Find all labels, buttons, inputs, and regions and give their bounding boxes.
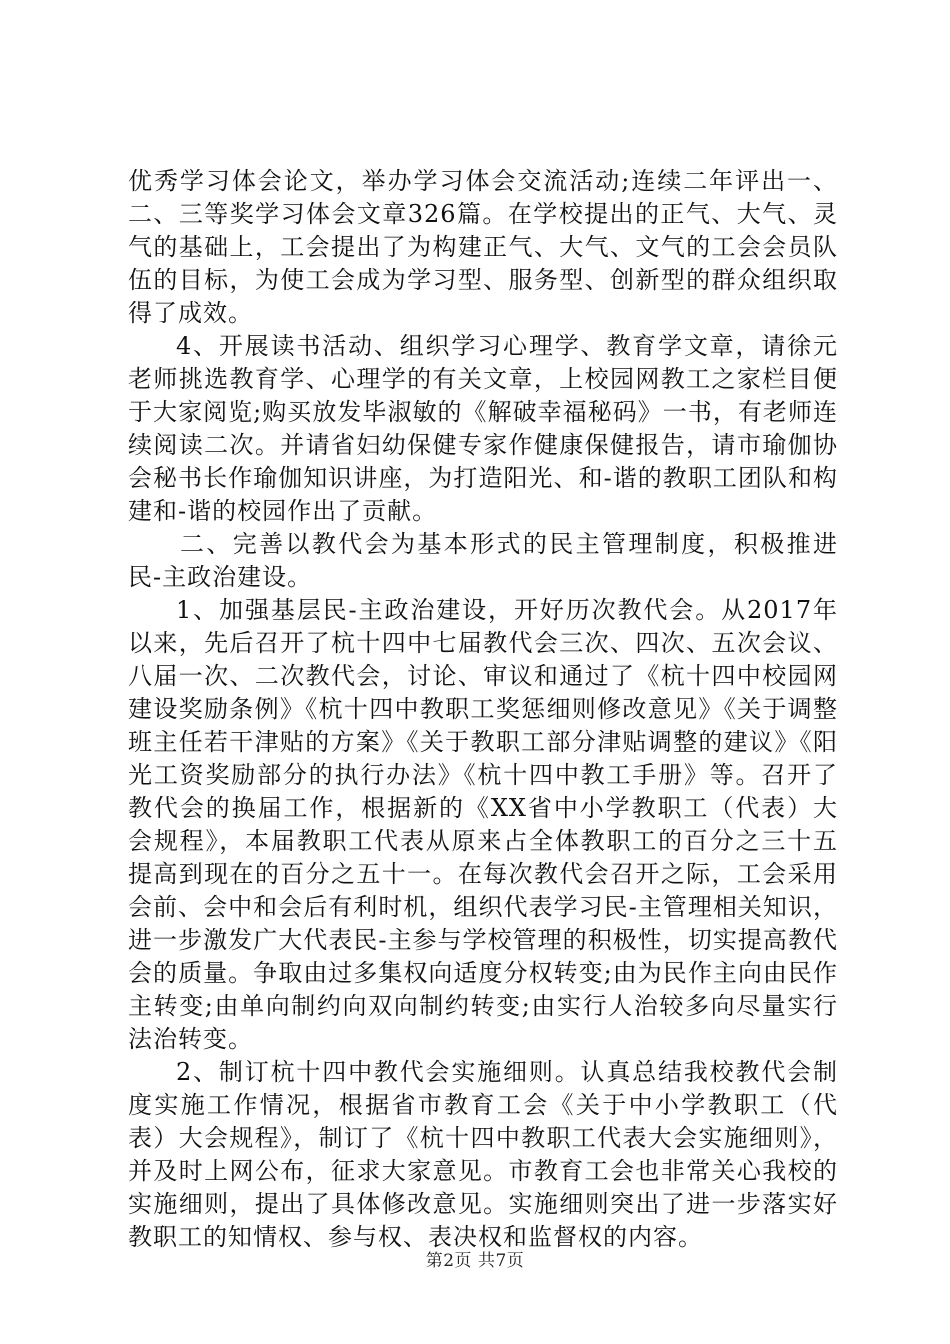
paragraph-study-reports: 优秀学习体会论文，举办学习体会交流活动;连续二年评出一、二、三等奖学习体会文章326篇。在学校提出的正气、大气、灵气的基础上，工会提出了为构建正气、大气、文气的工会会员队伍的目标，为使工会成为学习型、服务型、创新型的群众组织取得了成效。 bbox=[128, 167, 838, 327]
paragraph-staff-congress-meetings: 1、加强基层民-主政治建设，开好历次教代会。从2017年以来，先后召开了杭十四中七届教代会三次、四次、五次会议、八届一次、二次教代会，讨论、审议和通过了《杭十四中校园网建设奖励条例》《杭十四中教职工奖惩细则修改意见》《关于调整班主任若干津贴的方案》《关于教职工部分津贴调整的建议》《阳光工资奖励部分的执行办法》《杭十四中教工手册》等。召开了教代会的换届工作，根据新的《XX省中小学教职工（代表）大会规程》，本届教职工代表从原来占全体教职工的百分之三十五提高到现在的百分之五十一。在每次教代会召开之际，工会采用会前、会中和会后有利时机，组织代表学习民-主管理相关知识，进一步激发广大代表民-主参与学校管理的积极性，切实提高教代会的质量。争取由过多集权向适度分权转变;由为民作主向由民作主转变;由单向制约向双向制约转变;由实行人治较多向尽量实行法治转变。 bbox=[128, 596, 838, 1053]
page-number-current: 第2页 bbox=[425, 1251, 473, 1271]
paragraph-implementation-rules: 2、制订杭十四中教代会实施细则。认真总结我校教代会制度实施工作情况，根据省市教育工会《关于中小学教职工（代表）大会规程》，制订了《杭十四中教职工代表大会实施细则》，并及时上网公布，征求大家意见。市教育工会也非常关心我校的实施细则，提出了具体修改意见。实施细则突出了进一步落实好教职工的知情权、参与权、表决权和监督权的内容。 bbox=[128, 1058, 838, 1251]
section-heading-democratic-management: 二、完善以教代会为基本形式的民主管理制度，积极推进民-主政治建设。 bbox=[128, 530, 838, 591]
document-body bbox=[128, 165, 838, 1254]
page-footer bbox=[0, 1246, 950, 1271]
paragraph-reading-activities: 4、开展读书活动、组织学习心理学、教育学文章，请徐元老师挑选教育学、心理学的有关文章，上校园网教工之家栏目便于大家阅览;购买放发毕淑敏的《解破幸福秘码》一书，有老师连续阅读二次。并请省妇幼保健专家作健康保健报告，请市瑜伽协会秘书长作瑜伽知识讲座，为打造阳光、和-谐的教职工团队和构建和-谐的校园作出了贡献。 bbox=[128, 332, 838, 525]
page-number-total: 共7页 bbox=[477, 1251, 525, 1271]
